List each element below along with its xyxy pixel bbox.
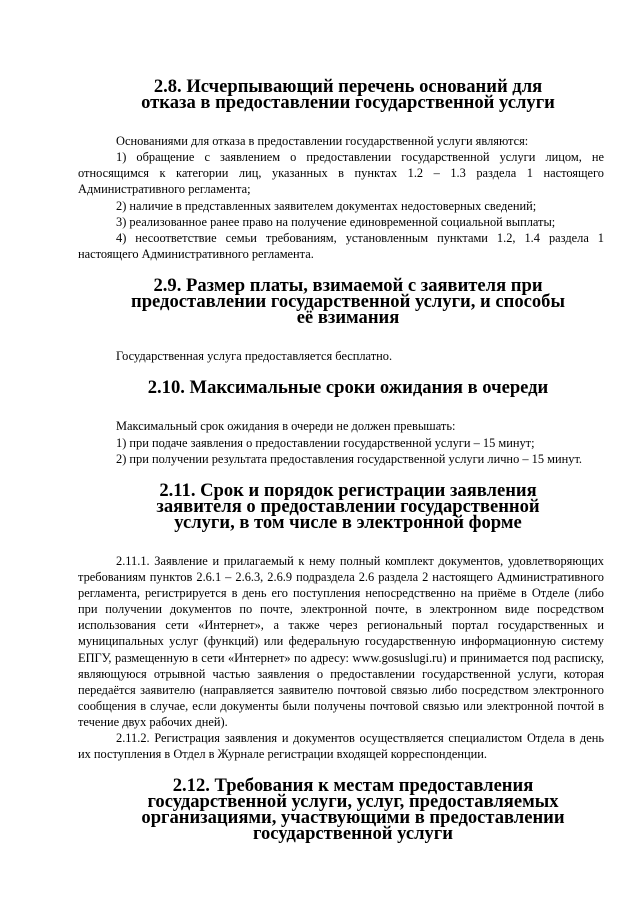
- section-heading: 2.11. Срок и порядок регистрации заявления заявителя о предоставлении государственной услуги, в том числе в электронной форме: [156, 479, 540, 533]
- section-2-10: [78, 377, 604, 466]
- paragraph: 4) несоответствие семьи требованиям, установленным пунктами 1.2, 1.4 раздела 1 настоящего Административного регламента.: [78, 230, 604, 261]
- section-2-12: [78, 775, 604, 845]
- paragraph: 2) наличие в представленных заявителем документах недостоверных сведений;: [116, 198, 537, 213]
- paragraph: Максимальный срок ожидания в очереди не должен превышать:: [116, 419, 456, 434]
- paragraph: 2.11.1. Заявление и прилагаемый к нему полный комплект документов, удовлетворяющих требованиям пунктов 2.6.1 – 2.6.3, 2.6.9 подраздела 2.6 раздела 2 настоящего Административного регламента, регистрируется в день его поступления непосредственно на приёме в Отделе (либо при получении документов по почте, электронной почте, в электронном виде посредством использования сети «Интернет», а также через региональный портал государственных и муниципальных услуг (функций) или федеральную государственную информационную систему ЕПГУ, размещенную в сети «Интернет» по адресу: www.gosuslugi.ru) и принимается под расписку, являющуюся отрывной частью заявления о предоставлении государственной услуги, которая передаётся заявителю (направляется заявителю почтовой связью либо посредством электронного сообщения в случае, если документы были получены почтовой связью или электронной почтой в течение двух рабочих дней).: [78, 553, 604, 729]
- document-page: [78, 76, 604, 845]
- paragraph: 1) при подаче заявления о предоставлении государственной услуги – 15 минут;: [116, 435, 535, 450]
- paragraph: Основаниями для отказа в предоставлении государственной услуги являются:: [116, 134, 529, 149]
- section-heading: 2.9. Размер платы, взимаемой с заявителя при предоставлении государственной услуги, и способы её взимания: [131, 274, 565, 329]
- paragraph: 2) при получении результата предоставления государственной услуги лично – 15 минут.: [116, 451, 583, 466]
- section-heading: 2.8. Исчерпывающий перечень оснований для отказа в предоставлении государственной услуги: [141, 76, 555, 114]
- paragraph: 3) реализованное ранее право на получение единовременной социальной выплаты;: [116, 214, 556, 229]
- paragraph: 1) обращение с заявлением о предоставлении государственной услуги лицом, не относящимся к категории лиц, указанных в пунктах 1.2 – 1.3 раздела 1 настоящего Административного регламента;: [78, 150, 604, 197]
- section-2-11: [78, 479, 604, 763]
- paragraph: Государственная услуга предоставляется бесплатно.: [116, 349, 393, 364]
- section-2-8: [78, 76, 604, 262]
- paragraph: 2.11.2. Регистрация заявления и документов осуществляется специалистом Отдела в день их поступления в Отдел в Журнале регистрации входящей корреспонденции.: [78, 731, 604, 762]
- section-heading: 2.12. Требования к местам предоставления государственной услуги, услуг, предоставляемых организациями, участвующими в предоставлении государственной услуги: [141, 775, 565, 845]
- section-2-9: [78, 274, 604, 364]
- section-heading: 2.10. Максимальные сроки ожидания в очереди: [147, 377, 549, 399]
